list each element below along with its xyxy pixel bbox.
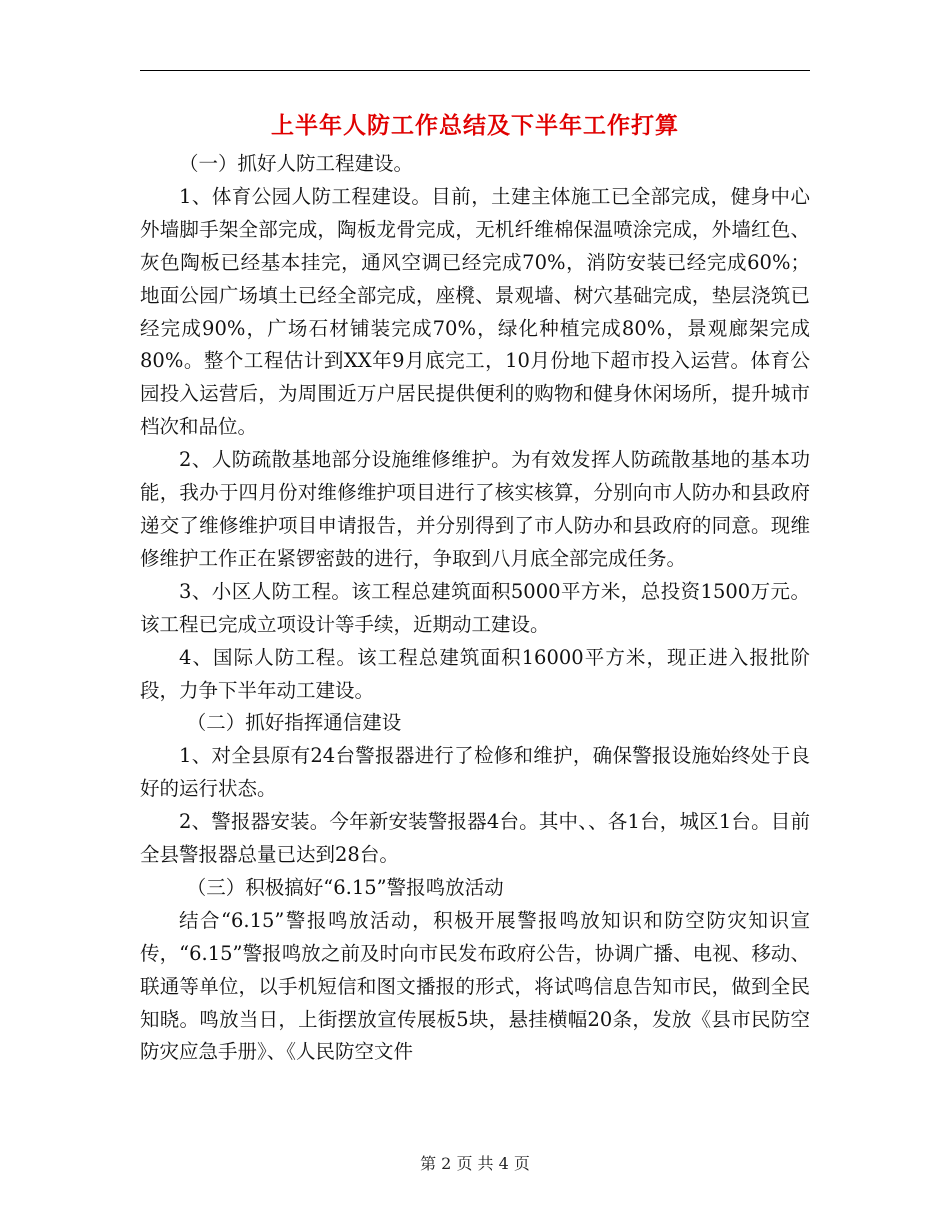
paragraph: 3、小区人防工程。该工程总建筑面积5000平方米，总投资1500万元。该工程已完成立项设计等手续，近期动工建设。 bbox=[140, 579, 810, 636]
paragraph: 2、人防疏散基地部分设施维修维护。为有效发挥人防疏散基地的基本功能，我办于四月份对维修维护项目进行了核实核算，分别向市人防办和县政府递交了维修维护项目申请报告，并分别得到了市人防办和县政府的同意。现维修维护工作正在紧锣密鼓的进行，争取到八月底全部完成任务。 bbox=[140, 448, 810, 570]
header-rule bbox=[140, 70, 810, 71]
section-heading-1: （一）抓好人防工程建设。 bbox=[179, 152, 414, 175]
document-title: 上半年人防工作总结及下半年工作打算 bbox=[271, 112, 679, 139]
paragraph: 结合“6.15”警报鸣放活动，积极开展警报鸣放知识和防空防灾知识宣传，“6.15”警报鸣放之前及时向市民发布政府公告，协调广播、电视、移动、联通等单位，以手机短信和图文播报的形式，将试鸣信息告知市民，做到全民知晓。鸣放当日，上街摆放宣传展板5块，悬挂横幅20条，发放《县市民防空防灾应急手册》、《人民防空文件 bbox=[140, 908, 810, 1064]
section-heading-3: （三）积极搞好“6.15”警报鸣放活动 bbox=[186, 875, 504, 899]
paragraph: 1、体育公园人防工程建设。目前，土建主体施工已全部完成，健身中心外墙脚手架全部完成，陶板龙骨完成，无机纤维棉保温喷涂完成，外墙红色、灰色陶板已经基本挂完，通风空调已经完成70%，消防安装已经完成60%；地面公园广场填土已经全部完成，座櫈、景观墙、树穴基础完成，垫层浇筑已经完成90%，广场石材铺装完成70%，绿化种植完成80%，景观廊架完成80%。整个工程估计到XX年9月底完工，10月份地下超市投入运营。体育公园投入运营后，为周围近万户居民提供便利的购物和健身休闲场所，提升城市档次和品位。 bbox=[140, 184, 810, 439]
page-number-footer: 第 2 页 共 4 页 bbox=[420, 1154, 530, 1173]
document-body bbox=[140, 148, 810, 1069]
paragraph: 2、警报器安装。今年新安装警报器4台。其中、、各1台，城区1台。目前全县警报器总量已达到28台。 bbox=[140, 810, 810, 867]
paragraph: 4、国际人防工程。该工程总建筑面积16000平方米，现正进入报批阶段，力争下半年动工建设。 bbox=[140, 645, 810, 702]
paragraph: 1、对全县原有24台警报器进行了检修和维护，确保警报设施始终处于良好的运行状态。 bbox=[140, 744, 810, 801]
section-heading-2: （二）抓好指挥通信建设 bbox=[186, 711, 402, 735]
